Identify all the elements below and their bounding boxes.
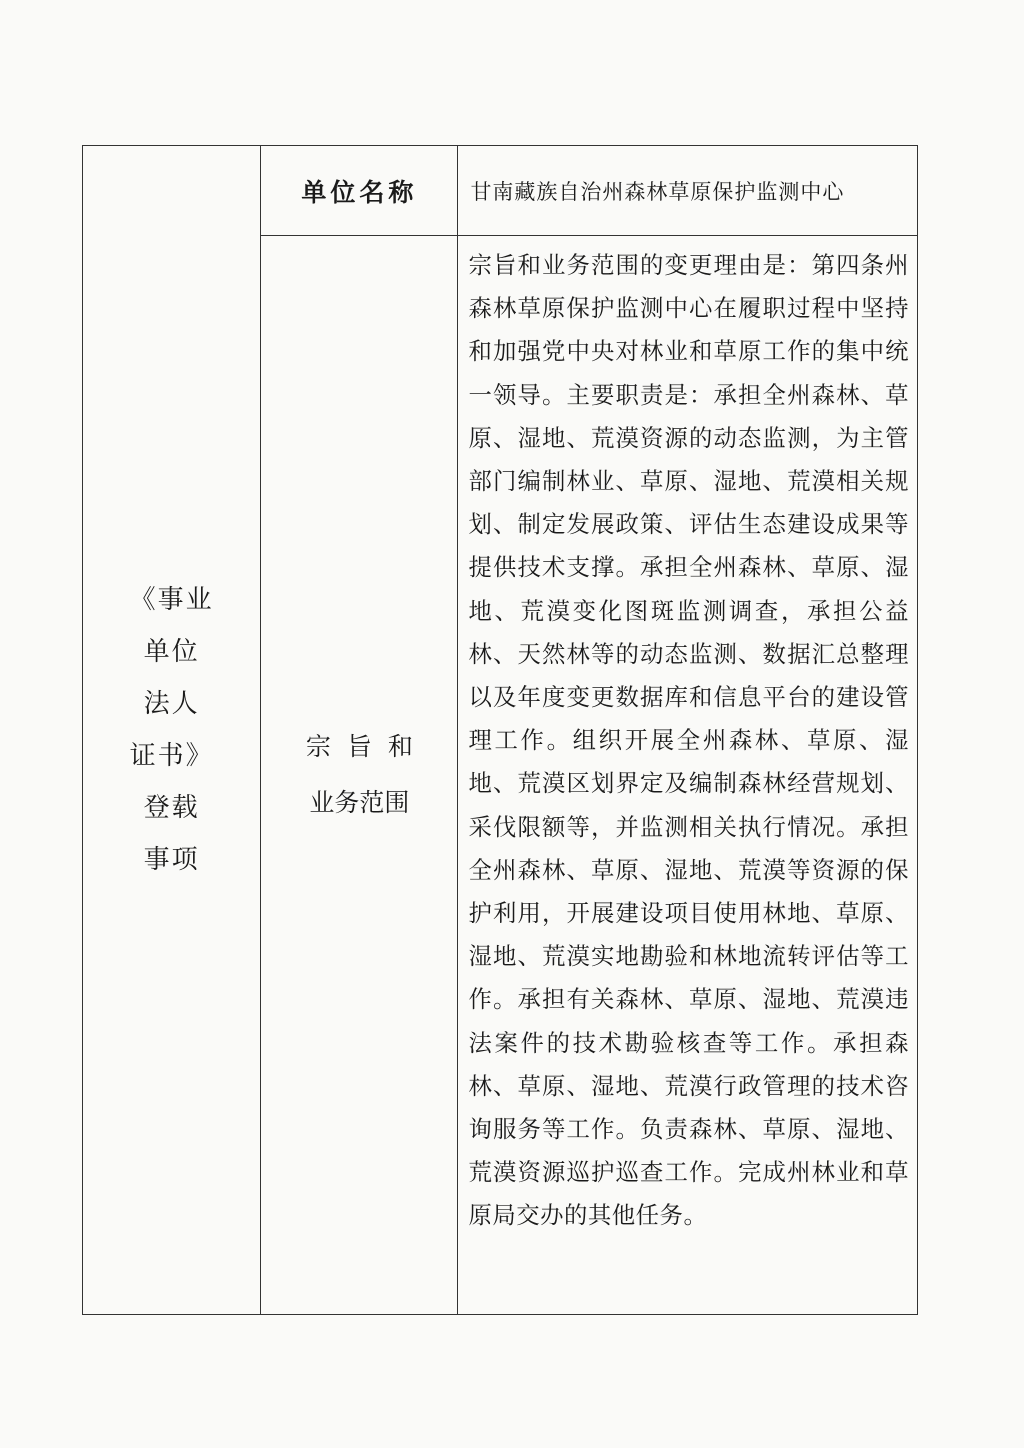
scope-label-line: 宗旨和 (305, 732, 429, 761)
scope-label-cell (261, 236, 458, 1315)
scope-text: 宗旨和业务范围的变更理由是：第四条州森林草原保护监测中心在履职过程中坚持和加强党中央对林业和草原工作的集中统一领导。主要职责是：承担全州森林、草原、湿地、荒漠资源的动态监测，为主管部门编制林业、草原、湿地、荒漠相关规划、制定发展政策、评估生态建设成果等提供技术支撑。承担全州森林、草原、湿地、荒漠变化图斑监测调查，承担公益林、天然林等的动态监测、数据汇总整理以及年度变更数据库和信息平台的建设管理工作。组织开展全州森林、草原、湿地、荒漠区划界定及编制森林经营规划、采伐限额等，并监测相关执行情况。承担全州森林、草原、湿地、荒漠等资源的保护利用，开展建设项目使用林地、草原、湿地、荒漠实地勘验和林地流转评估等工作。承担有关森林、草原、湿地、荒漠违法案件的技术勘验核查等工作。承担森林、草原、湿地、荒漠行政管理的技术咨询服务等工作。负责森林、草原、湿地、荒漠资源巡护巡查工作。完成州林业和草原局交办的其他任务。 (468, 251, 909, 1230)
category-cell (83, 146, 261, 1315)
unit-name-value-cell (458, 146, 918, 236)
category-line: 证书》 (129, 741, 214, 771)
unit-name-value: 甘南藏族自治州森林草原保护监测中心 (470, 179, 845, 204)
category-line: 事项 (143, 845, 200, 875)
category-line: 《事业 (129, 585, 214, 615)
unit-name-row (83, 146, 918, 236)
category-line: 登载 (143, 793, 200, 823)
unit-name-label-cell (261, 146, 458, 236)
scope-text-cell (458, 236, 918, 1315)
category-line: 法人 (143, 689, 200, 719)
scope-label-line: 业务范围 (309, 788, 410, 817)
registration-table (82, 145, 918, 1315)
category-line: 单位 (143, 637, 200, 667)
unit-name-label: 单位名称 (301, 177, 418, 207)
